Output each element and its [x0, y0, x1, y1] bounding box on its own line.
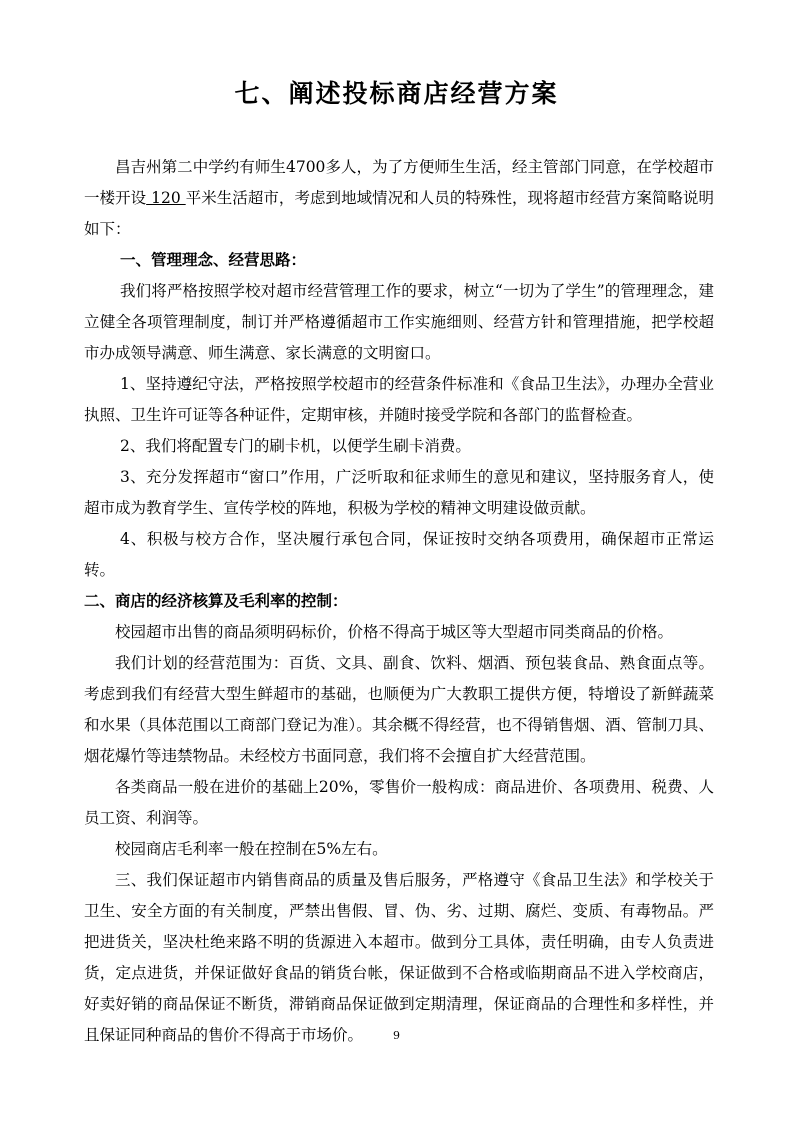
document-body: [84, 152, 714, 1051]
section2-paragraph-markup: 各类商品一般在进价的基础上20%，零售价一般构成：商品进价、各项费用、税费、人员工资、利润等。: [84, 778, 714, 827]
section1-item-3: 3、充分发挥超市“窗口”作用，广泛听取和征求师生的意见和建议，坚持服务育人，使超市成为教育学生、宣传学校的阵地，积极为学校的精神文明建设做贡献。: [84, 468, 714, 517]
section1-item-1: 1、坚持遵纪守法，严格按照学校超市的经营条件标准和《食品卫生法》，办理办全营业执照、卫生许可证等各种证件，定期审核，并随时接受学院和各部门的监督检查。: [84, 375, 714, 424]
intro-text-after: 平米生活超市，考虑到地域情况和人员的特殊性，现将超市经营方案简略说明如下：: [84, 189, 714, 238]
section-heading-accounting: 二、商店的经济核算及毛利率的控制：: [84, 592, 348, 610]
intro-text-before: 昌吉州第二中学约有师生4700多人，为了方便师生生活，经主管部门同意，在学校超市一楼开设: [84, 158, 714, 207]
section1-item-4: 4、积极与校方合作，坚决履行承包合同，保证按时交纳各项费用，确保超市正常运转。: [84, 530, 714, 579]
section2-paragraph-pricing: 校园超市出售的商品须明码标价，价格不得高于城区等大型超市同类商品的价格。: [115, 623, 674, 641]
intro-paragraph: [84, 152, 714, 245]
page-title: 七、阐述投标商店经营方案: [234, 79, 559, 108]
page-number: 9: [393, 1029, 400, 1042]
intro-area-value: 120: [146, 189, 186, 207]
section-heading-management: 一、管理理念、经营思路：: [120, 251, 307, 269]
section2-paragraph-scope: 我们计划的经营范围为：百货、文具、副食、饮料、烟酒、预包装食品、熟食面点等。考虑到我们有经营大型生鲜超市的基础，也顺便为广大教职工提供方便，特增设了新鲜蔬菜和水果（具体范围以工商部门登记为准）。其余概不得经营，也不得销售烟、酒、管制刀具、烟花爆竹等违禁物品。未经校方书面同意，我们将不会擅自扩大经营范围。: [84, 654, 714, 765]
section1-paragraph: 我们将严格按照学校对超市经营管理工作的要求，树立“一切为了学生”的管理理念，建立健全各项管理制度，制订并严格遵循超市工作实施细则、经营方针和管理措施，把学校超市办成领导满意、师生满意、家长满意的文明窗口。: [84, 282, 714, 362]
section2-paragraph-quality: 三、我们保证超市内销售商品的质量及售后服务，严格遵守《食品卫生法》和学校关于卫生、安全方面的有关制度，严禁出售假、冒、伪、劣、过期、腐烂、变质、有毒物品。严把进货关，坚决杜绝来路不明的货源进入本超市。做到分工具体，责任明确，由专人负责进货，定点进货，并保证做好食品的销货台帐，保证做到不合格或临期商品不进入学校商店，好卖好销的商品保证不断货，滞销商品保证做到定期清理，保证商品的合理性和多样性，并且保证同种商品的售价不得高于市场价。: [84, 871, 714, 1044]
section1-item-2: 2、我们将配置专门的刷卡机，以便学生刷卡消费。: [120, 437, 471, 455]
section2-paragraph-margin: 校园商店毛利率一般在控制在5%左右。: [115, 840, 388, 858]
